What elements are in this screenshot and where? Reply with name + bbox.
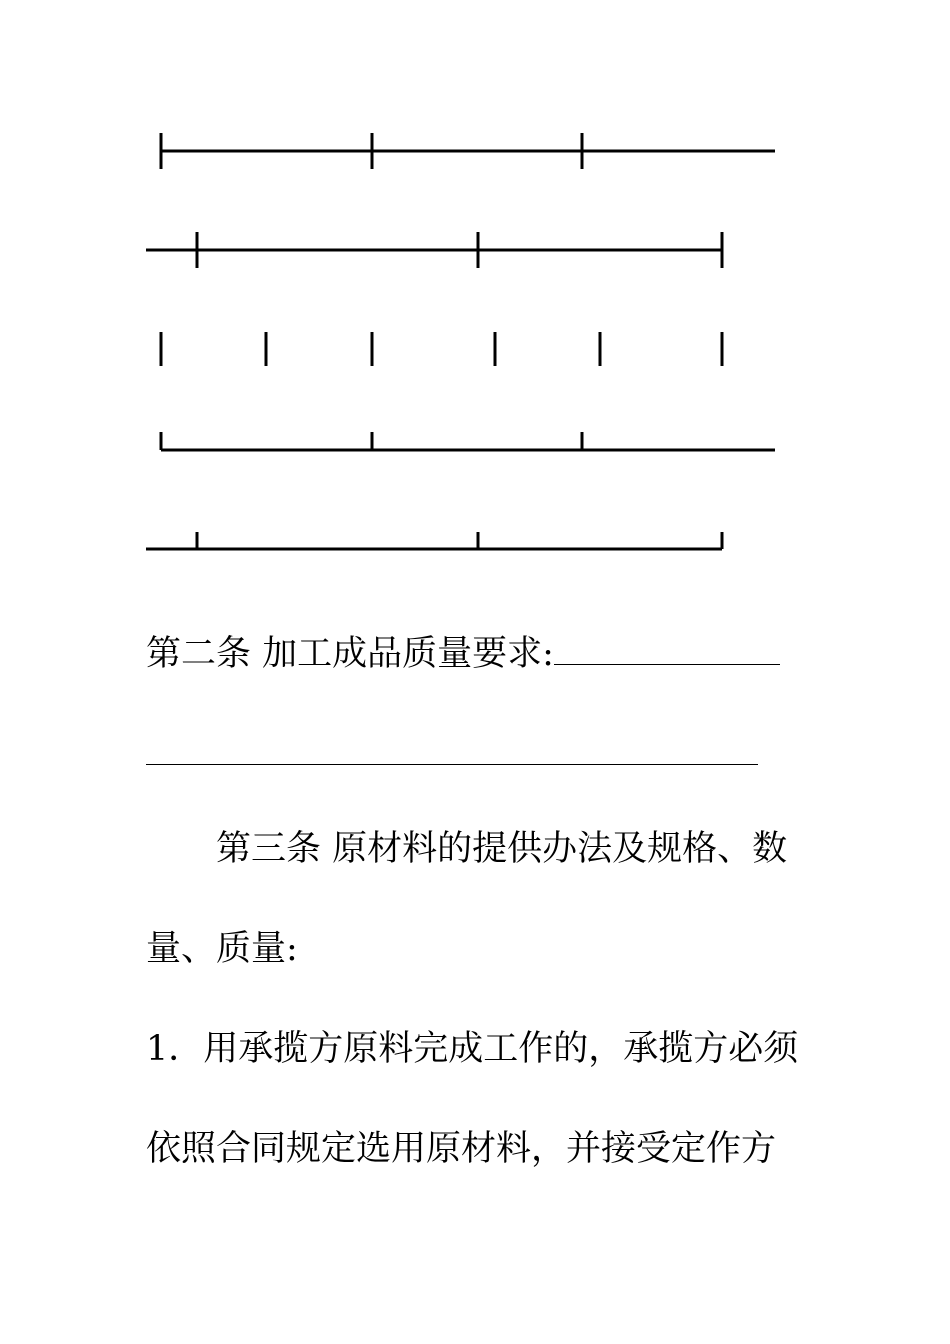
form-table-lines bbox=[0, 0, 950, 600]
article-3-title-continuation: 量、质量: bbox=[146, 929, 298, 969]
article-2-blank-field[interactable] bbox=[554, 634, 780, 665]
article-3-title: 第三条 原材料的提供办法及规格、数 bbox=[216, 829, 788, 869]
item-1-line-1: 1．用承揽方原料完成工作的，承揽方必须 bbox=[146, 1029, 799, 1069]
article-2-continuation-blank[interactable] bbox=[146, 764, 758, 765]
item-1-line-2: 依照合同规定选用原材料，并接受定作方 bbox=[146, 1129, 777, 1169]
article-2-line bbox=[146, 634, 780, 672]
article-2-title: 第二条 加工成品质量要求: bbox=[146, 634, 554, 674]
